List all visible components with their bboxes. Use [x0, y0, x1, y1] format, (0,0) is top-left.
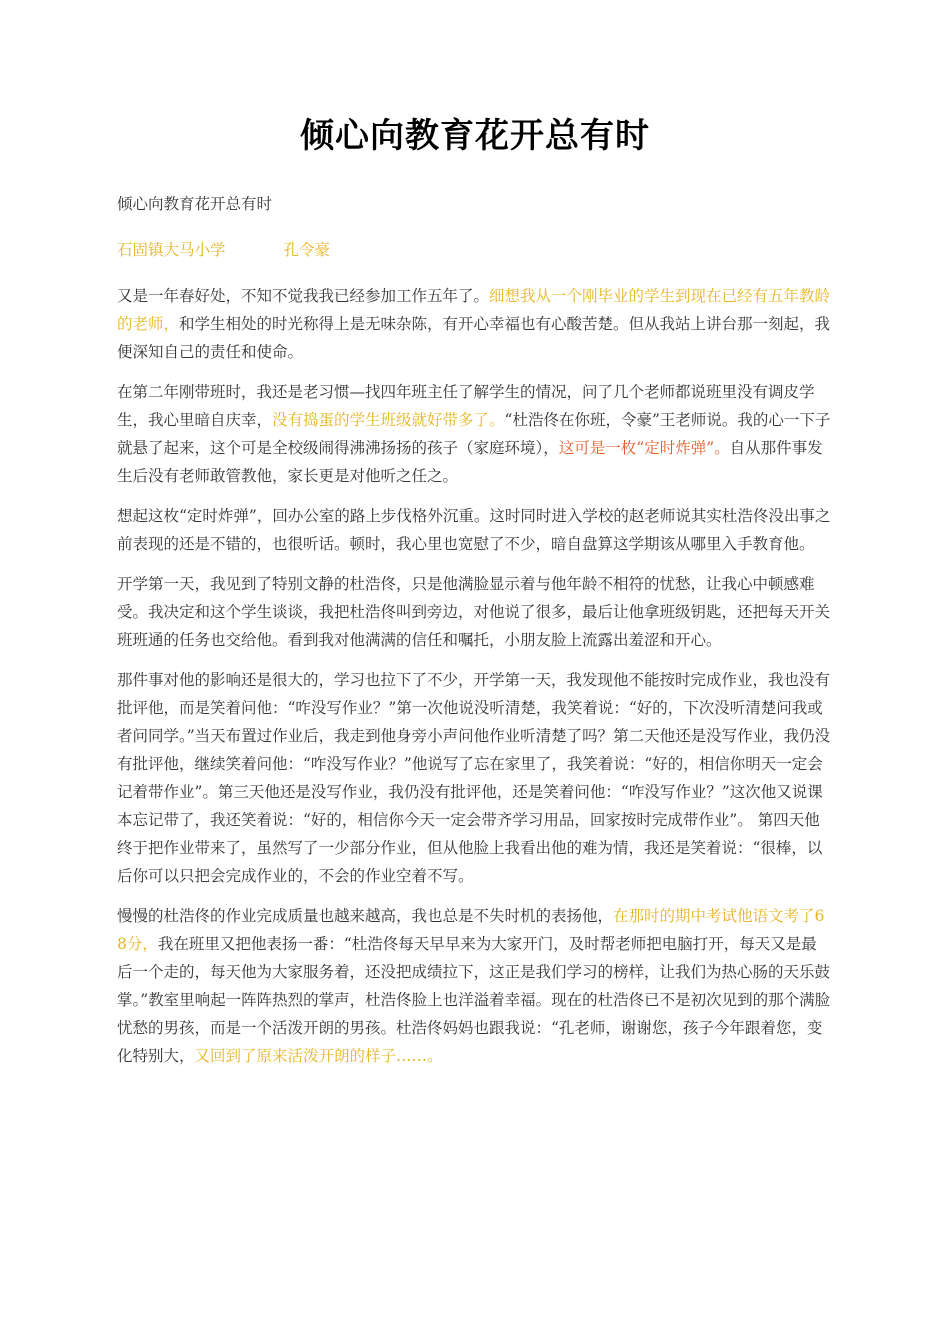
p2-highlight-gold: 没有捣蛋的学生班级就好带多了。 [272, 411, 505, 429]
p1-highlight: 细想我从一个刚毕业的学生到现在已经有五年教龄的老师， [117, 287, 831, 333]
p6-highlight-score: 在那时的期中考试他语文考了68分， [117, 907, 825, 953]
author-name: 孔令豪 [283, 241, 331, 259]
paragraph-1 [117, 282, 832, 366]
paragraph-3: 想起这枚“定时炸弹”，回办公室的路上步伐格外沉重。这时同时进入学校的赵老师说其实杜浩佟没出事之前表现的还是不错的，也很听话。顿时，我心里也宽慰了不少，暗自盘算这学期该从哪里入手教育他。 [117, 507, 831, 553]
p1-text-c: 和学生相处的时光称得上是无味杂陈，有开心幸福也有心酸苦楚。但从我站上讲台那一刻起，我便深知自己的责任和使命。 [117, 315, 831, 361]
paragraph-4: 开学第一天，我见到了特别文静的杜浩佟，只是他满脸显示着与他年龄不相符的忧愁，让我心中顿感难受。我决定和这个学生谈谈，我把杜浩佟叫到旁边，对他说了很多，最后让他拿班级钥匙，还把每天开关班班通的任务也交给他。看到我对他满满的信任和嘱托，小朋友脸上流露出羞涩和开心。 [117, 575, 831, 649]
document-body [117, 190, 832, 1082]
author-line [117, 236, 832, 264]
p2-text-a: 在第二年刚带班时，我还是老习惯—找四年班主任了解学生的情况，问了几个老师都说班里没有调皮学生，我心里暗自庆幸， [117, 383, 815, 429]
p2-highlight-red: 这可是一枚“定时炸弹”。 [558, 439, 730, 457]
p1-text-a: 又是一年春好处，不知不觉我我已经参加工作五年了。 [117, 287, 490, 305]
paragraph-2 [117, 378, 832, 490]
paragraph-6 [117, 902, 832, 1070]
paragraph-5: 那件事对他的影响还是很大的，学习也拉下了不少，开学第一天，我发现他不能按时完成作业，我也没有批评他，而是笑着问他：“咋没写作业？”第一次他说没听清楚，我笑着说：“好的，下次没听清楚问我或者问同学。”当天布置过作业后，我走到他身旁小声问他作业听清楚了吗？第二天他还是没写作业，我仍没有批评他，继续笑着问他：“咋没写作业？”他说写了忘在家里了，我笑着说：“好的，相信你明天一定会记着带作业”。第三天他还是没写作业，我仍没有批评他，还是笑着问他：“咋没写作业？”这次他又说课本忘记带了，我还笑着说：“好的，相信你今天一定会带齐学习用品，回家按时完成带作业”。 第四天他终于把作业带来了，虽然写了一少部分作业，但从他脸上我看出他的难为情，我还是笑着说：“很棒，以后你可以只把会完成作业的，不会的作业空着不写。 [117, 671, 831, 885]
document-subtitle: 倾心向教育花开总有时 [117, 195, 273, 213]
p2-text-e: 自从那件事发生后没有老师敢管教他，家长更是对他听之任之。 [117, 439, 823, 485]
p6-highlight-end: 又回到了原来活泼开朗的样子……。 [194, 1047, 443, 1065]
p6-text-c: 我在班里又把他表扬一番：“杜浩佟每天早早来为大家开门，及时帮老师把电脑打开，每天又是最后一个走的，每天他为大家服务着，还没把成绩拉下，这正是我们学习的榜样，让我们为热心肠的天乐鼓掌。”教室里响起一阵阵热烈的掌声，杜浩佟脸上也洋溢着幸福。现在的杜浩佟已不是初次见到的那个满脸忧愁的男孩，而是一个活泼开朗的男孩。杜浩佟妈妈也跟我说：“孔老师，谢谢您，孩子今年跟着您，变化特别大， [117, 935, 831, 1065]
school-name: 石固镇大马小学 [117, 241, 226, 259]
document-title: 倾心向教育花开总有时 [300, 116, 650, 156]
p2-text-c: “杜浩佟在你班，令豪”王老师说。我的心一下子就悬了起来，这个可是全校级闹得沸沸扬扬的孩子（家庭环境）， [117, 411, 831, 457]
p6-text-a: 慢慢的杜浩佟的作业完成质量也越来越高，我也总是不失时机的表扬他， [117, 907, 614, 925]
